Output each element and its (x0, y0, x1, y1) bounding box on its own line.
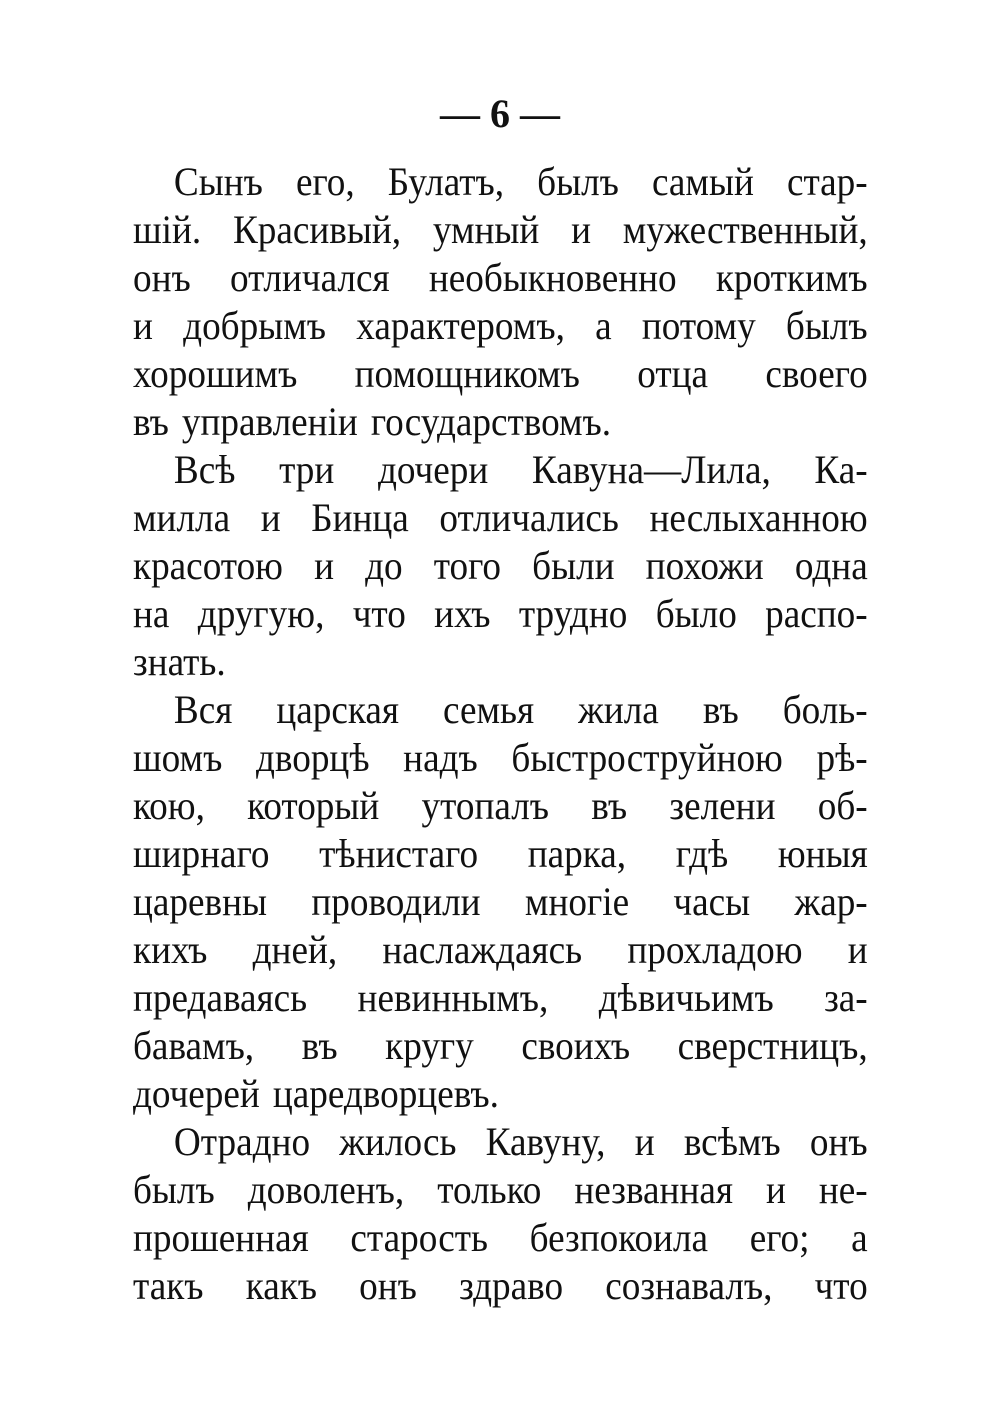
paragraph (133, 446, 868, 686)
text-line: царевны проводили многіе часы жар- (133, 879, 868, 924)
text-line: хорошимъ помощникомъ отца своего (133, 351, 868, 396)
text-line: онъ отличался необыкновенно кроткимъ (133, 255, 868, 300)
text-line: милла и Бинца отличались неслыханною (133, 495, 868, 540)
text-line: шомъ дворцѣ надъ быстроструйною рѣ- (133, 735, 868, 780)
page-number: — 6 — (440, 91, 560, 136)
text-line: бавамъ, въ кругу своихъ сверстницъ, (133, 1023, 868, 1068)
text-line: Вся царская семья жила въ боль- (173, 687, 868, 732)
text-line: на другую, что ихъ трудно было распо- (133, 591, 868, 636)
text-line: въ управленіи государствомъ. (133, 399, 612, 444)
paragraph (133, 1118, 868, 1310)
text-line: Всѣ три дочери Кавуна—Лила, Ка- (173, 447, 868, 492)
paragraph (133, 158, 868, 446)
text-line: знать. (133, 639, 226, 684)
text-line: красотою и до того были похожи одна (133, 543, 868, 588)
body-text (133, 158, 868, 1310)
text-line: былъ доволенъ, только незванная и не- (133, 1167, 868, 1212)
text-line: Сынъ его, Булатъ, былъ самый стар- (173, 159, 868, 204)
text-line: кою, который утопалъ въ зелени об- (133, 783, 868, 828)
text-line: ширнаго тѣнистаго парка, гдѣ юныя (133, 831, 868, 876)
text-line: Отрадно жилось Кавуну, и всѣмъ онъ (173, 1119, 868, 1164)
text-line: шій. Красивый, умный и мужественный, (133, 207, 868, 252)
text-line: дочерей царедворцевъ. (133, 1071, 499, 1116)
text-line: предаваясь невиннымъ, дѣвичьимъ за- (133, 975, 868, 1020)
text-line: такъ какъ онъ здраво сознавалъ, что (133, 1263, 868, 1308)
text-line: кихъ дней, наслаждаясь прохладою и (133, 927, 868, 972)
paragraph (133, 686, 868, 1118)
text-line: и добрымъ характеромъ, а потому былъ (133, 303, 868, 348)
text-line: прошенная старость безпокоила его; а (133, 1215, 868, 1260)
